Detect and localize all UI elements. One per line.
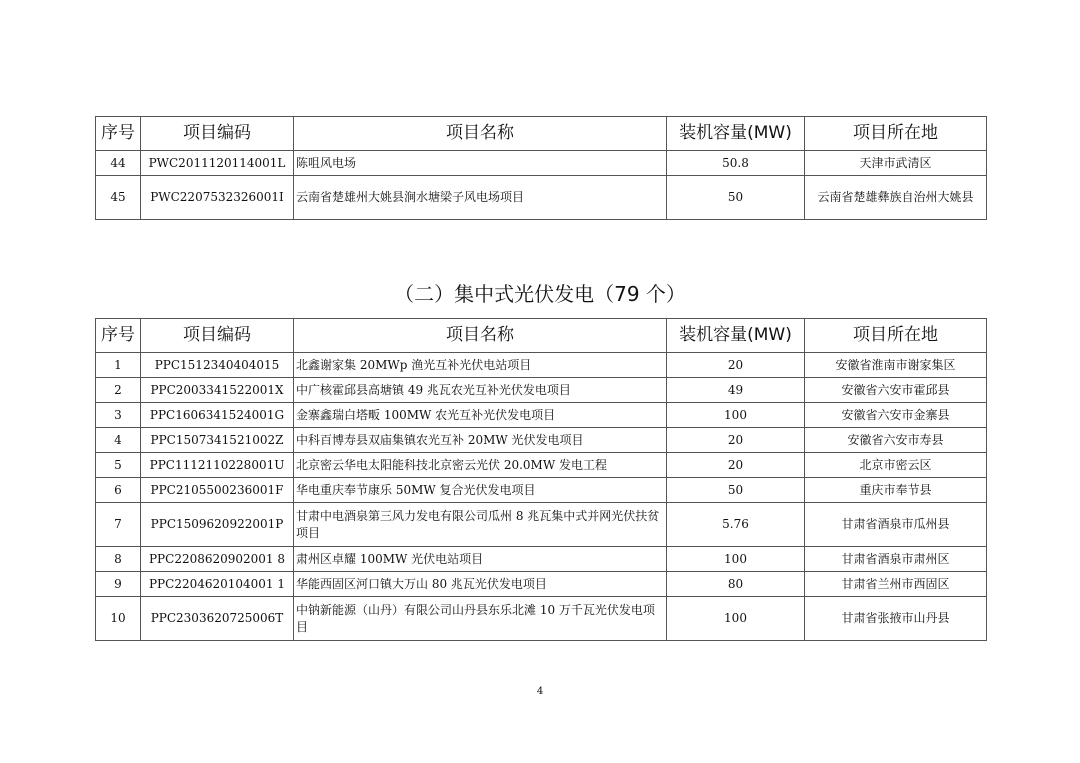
cell-seq: 6 bbox=[96, 478, 141, 503]
cell-name: 甘肃中电酒泉第三风力发电有限公司瓜州 8 兆瓦集中式并网光伏扶贫项目 bbox=[294, 503, 667, 547]
cell-location: 安徽省淮南市谢家集区 bbox=[805, 353, 987, 378]
cell-capacity: 5.76 bbox=[667, 503, 805, 547]
cell-name: 中钠新能源（山丹）有限公司山丹县东乐北滩 10 万千瓦光伏发电项目 bbox=[294, 597, 667, 641]
cell-location: 重庆市奉节县 bbox=[805, 478, 987, 503]
table-row bbox=[96, 151, 987, 176]
cell-capacity: 100 bbox=[667, 547, 805, 572]
table-row bbox=[96, 597, 987, 641]
header-name: 项目名称 bbox=[294, 319, 667, 353]
cell-code: PPC1112110228001U bbox=[141, 453, 294, 478]
cell-location: 甘肃省酒泉市肃州区 bbox=[805, 547, 987, 572]
cell-name: 中科百博寿县双庙集镇农光互补 20MW 光伏发电项目 bbox=[294, 428, 667, 453]
cell-code: PPC2208620902001 8 bbox=[141, 547, 294, 572]
cell-capacity: 80 bbox=[667, 572, 805, 597]
header-code: 项目编码 bbox=[141, 319, 294, 353]
cell-location: 安徽省六安市金寨县 bbox=[805, 403, 987, 428]
header-seq: 序号 bbox=[96, 319, 141, 353]
cell-location: 甘肃省张掖市山丹县 bbox=[805, 597, 987, 641]
cell-location: 云南省楚雄彝族自治州大姚县 bbox=[805, 176, 987, 220]
table-row bbox=[96, 503, 987, 547]
table-row bbox=[96, 478, 987, 503]
cell-name: 云南省楚雄州大姚县涧水塘梁子风电场项目 bbox=[294, 176, 667, 220]
cell-code: PWC2207532326001I bbox=[141, 176, 294, 220]
cell-capacity: 50.8 bbox=[667, 151, 805, 176]
header-capacity: 装机容量(MW) bbox=[667, 117, 805, 151]
cell-capacity: 49 bbox=[667, 378, 805, 403]
cell-seq: 10 bbox=[96, 597, 141, 641]
cell-name: 中广核霍邱县高塘镇 49 兆瓦农光互补光伏发电项目 bbox=[294, 378, 667, 403]
header-row bbox=[96, 319, 987, 353]
cell-capacity: 50 bbox=[667, 176, 805, 220]
table-row bbox=[96, 453, 987, 478]
pv-project-table bbox=[95, 318, 987, 641]
cell-seq: 5 bbox=[96, 453, 141, 478]
cell-name: 肃州区卓耀 100MW 光伏电站项目 bbox=[294, 547, 667, 572]
cell-code: PPC2003341522001X bbox=[141, 378, 294, 403]
header-name: 项目名称 bbox=[294, 117, 667, 151]
cell-seq: 45 bbox=[96, 176, 141, 220]
header-location: 项目所在地 bbox=[805, 117, 987, 151]
table-row bbox=[96, 403, 987, 428]
page-number: 4 bbox=[536, 686, 544, 697]
section-title: （二）集中式光伏发电（79 个） bbox=[394, 282, 686, 306]
header-seq: 序号 bbox=[96, 117, 141, 151]
cell-seq: 44 bbox=[96, 151, 141, 176]
cell-capacity: 20 bbox=[667, 428, 805, 453]
cell-location: 安徽省六安市寿县 bbox=[805, 428, 987, 453]
cell-location: 北京市密云区 bbox=[805, 453, 987, 478]
cell-location: 甘肃省酒泉市瓜州县 bbox=[805, 503, 987, 547]
cell-code: PPC1512340404015 bbox=[141, 353, 294, 378]
cell-code: PPC2105500236001F bbox=[141, 478, 294, 503]
cell-code: PPC1606341524001G bbox=[141, 403, 294, 428]
cell-code: PPC2303620725006T bbox=[141, 597, 294, 641]
header-row bbox=[96, 117, 987, 151]
cell-name: 北鑫谢家集 20MWp 渔光互补光伏电站项目 bbox=[294, 353, 667, 378]
cell-seq: 4 bbox=[96, 428, 141, 453]
cell-location: 甘肃省兰州市西固区 bbox=[805, 572, 987, 597]
cell-seq: 2 bbox=[96, 378, 141, 403]
cell-code: PPC2204620104001 1 bbox=[141, 572, 294, 597]
cell-name: 华电重庆奉节康乐 50MW 复合光伏发电项目 bbox=[294, 478, 667, 503]
cell-capacity: 20 bbox=[667, 453, 805, 478]
cell-name: 金寨鑫瑞白塔畈 100MW 农光互补光伏发电项目 bbox=[294, 403, 667, 428]
cell-code: PPC1509620922001P bbox=[141, 503, 294, 547]
cell-name: 陈咀风电场 bbox=[294, 151, 667, 176]
cell-code: PWC2011120114001L bbox=[141, 151, 294, 176]
cell-seq: 8 bbox=[96, 547, 141, 572]
cell-capacity: 50 bbox=[667, 478, 805, 503]
table-row bbox=[96, 572, 987, 597]
cell-name: 华能西固区河口镇大万山 80 兆瓦光伏发电项目 bbox=[294, 572, 667, 597]
cell-seq: 9 bbox=[96, 572, 141, 597]
header-code: 项目编码 bbox=[141, 117, 294, 151]
table-row bbox=[96, 353, 987, 378]
wind-project-table bbox=[95, 116, 987, 220]
cell-capacity: 100 bbox=[667, 403, 805, 428]
cell-capacity: 20 bbox=[667, 353, 805, 378]
cell-seq: 7 bbox=[96, 503, 141, 547]
table-row bbox=[96, 378, 987, 403]
cell-location: 安徽省六安市霍邱县 bbox=[805, 378, 987, 403]
cell-code: PPC1507341521002Z bbox=[141, 428, 294, 453]
header-capacity: 装机容量(MW) bbox=[667, 319, 805, 353]
cell-location: 天津市武清区 bbox=[805, 151, 987, 176]
cell-seq: 3 bbox=[96, 403, 141, 428]
cell-name: 北京密云华电太阳能科技北京密云光伏 20.0MW 发电工程 bbox=[294, 453, 667, 478]
table-row bbox=[96, 547, 987, 572]
cell-seq: 1 bbox=[96, 353, 141, 378]
table-row bbox=[96, 428, 987, 453]
cell-capacity: 100 bbox=[667, 597, 805, 641]
table-row bbox=[96, 176, 987, 220]
header-location: 项目所在地 bbox=[805, 319, 987, 353]
